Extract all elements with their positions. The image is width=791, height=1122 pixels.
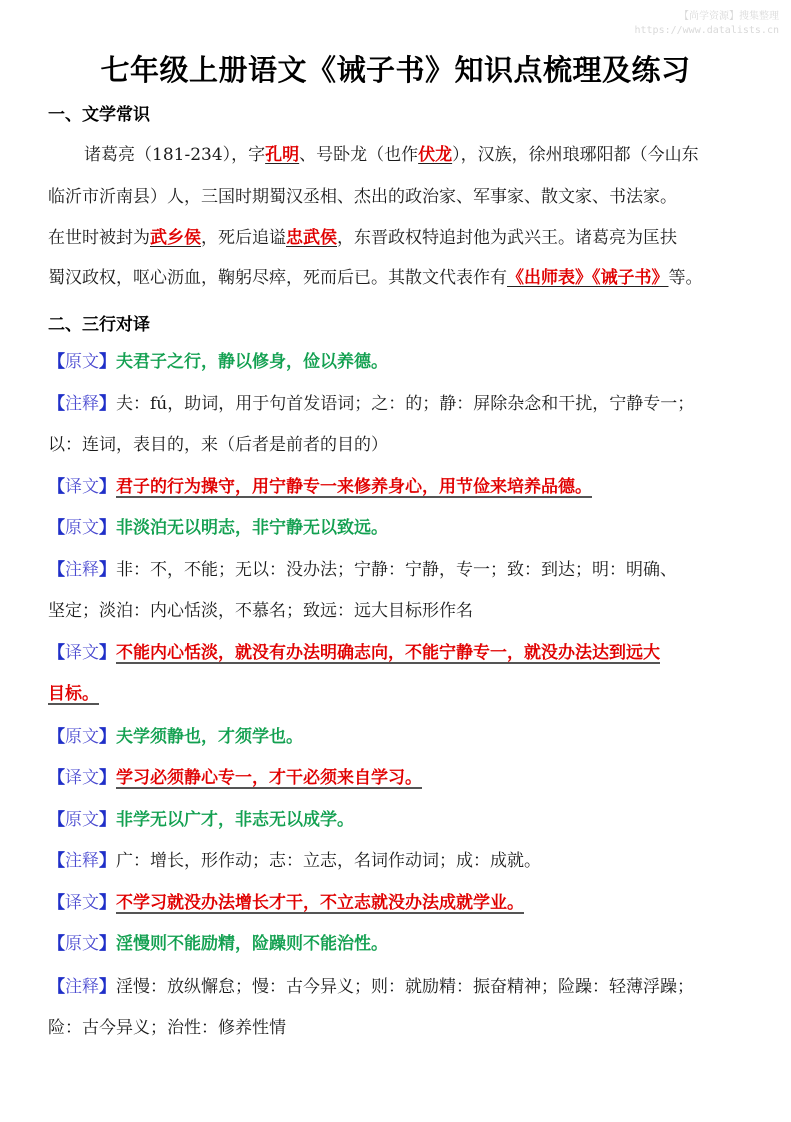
entry-original [48, 516, 748, 540]
label-original: 原文 [65, 352, 99, 372]
text: 、号卧龙（也作 [299, 145, 419, 165]
label-open-bracket: 【 [48, 518, 65, 538]
translation-text: 学习必须静心专一，才干必须来自学习。 [116, 768, 422, 788]
original-text: 夫学须静也，才须学也。 [116, 727, 303, 747]
label-open-bracket: 【 [48, 934, 65, 954]
entry-note-cont [48, 433, 748, 457]
label-close-bracket: 】 [99, 851, 116, 871]
label-note: 注释 [65, 394, 99, 414]
label-open-bracket: 【 [48, 560, 65, 580]
entry-translation-cont [48, 682, 748, 706]
entry-note [48, 975, 748, 999]
label-close-bracket: 】 [99, 893, 116, 913]
label-translation: 译文 [65, 643, 99, 663]
label-original: 原文 [65, 934, 99, 954]
note-text: 淫慢：放纵懈怠；慢：古今异义；则：就励精：振奋精神；险躁：轻薄浮躁； [116, 977, 694, 997]
label-close-bracket: 】 [99, 518, 116, 538]
label-close-bracket: 】 [99, 934, 116, 954]
label-close-bracket: 】 [99, 643, 116, 663]
label-translation: 译文 [65, 768, 99, 788]
label-open-bracket: 【 [48, 768, 65, 788]
entry-note [48, 849, 748, 873]
label-original: 原文 [65, 727, 99, 747]
entry-original [48, 350, 748, 374]
label-note: 注释 [65, 977, 99, 997]
note-text-cont: 坚定；淡泊：内心恬淡，不慕名；致远：远大目标形作名 [48, 601, 473, 621]
text: 诸葛亮（181-234），字 [84, 145, 266, 165]
highlight-works: 《出师表》《诫子书》 [507, 268, 669, 288]
original-text: 夫君子之行，静以修身，俭以养德。 [116, 352, 388, 372]
label-open-bracket: 【 [48, 643, 65, 663]
highlight-alias: 伏龙 [418, 145, 453, 165]
entry-translation [48, 475, 748, 499]
original-text: 淫慢则不能励精，险躁则不能治性。 [116, 934, 388, 954]
watermark-source: 【尚学资源】搜集整理 [679, 11, 779, 22]
note-text: 夫：fú，助词，用于句首发语词；之：的；静：屏除杂念和干扰，宁静专一； [116, 394, 695, 414]
label-open-bracket: 【 [48, 810, 65, 830]
watermark-url: https://www.datalists.cn [634, 25, 779, 36]
original-text: 非学无以广才，非志无以成学。 [116, 810, 354, 830]
text: 临沂市沂南县）人，三国时期蜀汉丞相、杰出的政治家、军事家、散文家、书法家。 [48, 187, 677, 207]
text: 蜀汉政权，呕心沥血，鞠躬尽瘁，死而后已。其散文代表作有 [48, 268, 507, 288]
label-close-bracket: 】 [99, 477, 116, 497]
label-open-bracket: 【 [48, 977, 65, 997]
text: ，死后追谥 [201, 228, 286, 248]
label-open-bracket: 【 [48, 352, 65, 372]
label-close-bracket: 】 [99, 352, 116, 372]
bio-line-4 [48, 266, 748, 290]
note-text: 广：增长，形作动；志：立志，名词作动词；成：成就。 [116, 851, 541, 871]
label-close-bracket: 】 [99, 810, 116, 830]
label-original: 原文 [65, 518, 99, 538]
watermark [635, 10, 780, 38]
highlight-courtesy-name: 孔明 [265, 145, 300, 165]
entry-translation [48, 641, 748, 665]
label-close-bracket: 】 [99, 727, 116, 747]
entry-note-cont [48, 599, 748, 623]
note-text-cont: 险：古今异义；治性：修养性情 [48, 1018, 286, 1038]
bio-line-2 [48, 185, 748, 209]
page-title: 七年级上册语文《诫子书》知识点梳理及练习 [100, 53, 691, 87]
entry-note [48, 392, 748, 416]
text: ），汉族，徐州琅琊阳都（今山东 [452, 145, 699, 165]
highlight-title-2: 忠武侯 [286, 228, 337, 248]
text: 在世时被封为 [48, 228, 150, 248]
entry-translation [48, 891, 748, 915]
section-heading-literature: 一、文学常识 [48, 105, 150, 125]
label-original: 原文 [65, 810, 99, 830]
label-open-bracket: 【 [48, 727, 65, 747]
original-text: 非淡泊无以明志，非宁静无以致远。 [116, 518, 388, 538]
entry-note [48, 558, 748, 582]
label-close-bracket: 】 [99, 977, 116, 997]
label-open-bracket: 【 [48, 893, 65, 913]
note-text-cont: 以：连词，表目的，来（后者是前者的目的） [48, 435, 388, 455]
bio-line-1 [84, 143, 784, 167]
note-text: 非：不，不能；无以：没办法；宁静：宁静，专一；致：到达；明：明确、 [116, 560, 677, 580]
entry-original [48, 725, 748, 749]
entry-original [48, 932, 748, 956]
translation-text-cont: 目标。 [48, 684, 99, 704]
entry-original [48, 808, 748, 832]
label-note: 注释 [65, 560, 99, 580]
label-open-bracket: 【 [48, 394, 65, 414]
label-open-bracket: 【 [48, 851, 65, 871]
label-translation: 译文 [65, 893, 99, 913]
bio-line-3 [48, 226, 748, 250]
translation-text: 不能内心恬淡，就没有办法明确志向，不能宁静专一，就没办法达到远大 [116, 643, 660, 663]
label-translation: 译文 [65, 477, 99, 497]
entry-note-cont [48, 1016, 748, 1040]
label-close-bracket: 】 [99, 394, 116, 414]
label-open-bracket: 【 [48, 477, 65, 497]
highlight-title-1: 武乡侯 [150, 228, 201, 248]
label-close-bracket: 】 [99, 560, 116, 580]
entry-translation [48, 766, 748, 790]
section-heading-translation: 二、三行对译 [48, 315, 150, 335]
text: 等。 [668, 268, 703, 288]
label-close-bracket: 】 [99, 768, 116, 788]
translation-text: 不学习就没办法增长才干，不立志就没办法成就学业。 [116, 893, 524, 913]
label-note: 注释 [65, 851, 99, 871]
translation-text: 君子的行为操守，用宁静专一来修养身心，用节俭来培养品德。 [116, 477, 592, 497]
text: ，东晋政权特追封他为武兴王。诸葛亮为匡扶 [337, 228, 677, 248]
